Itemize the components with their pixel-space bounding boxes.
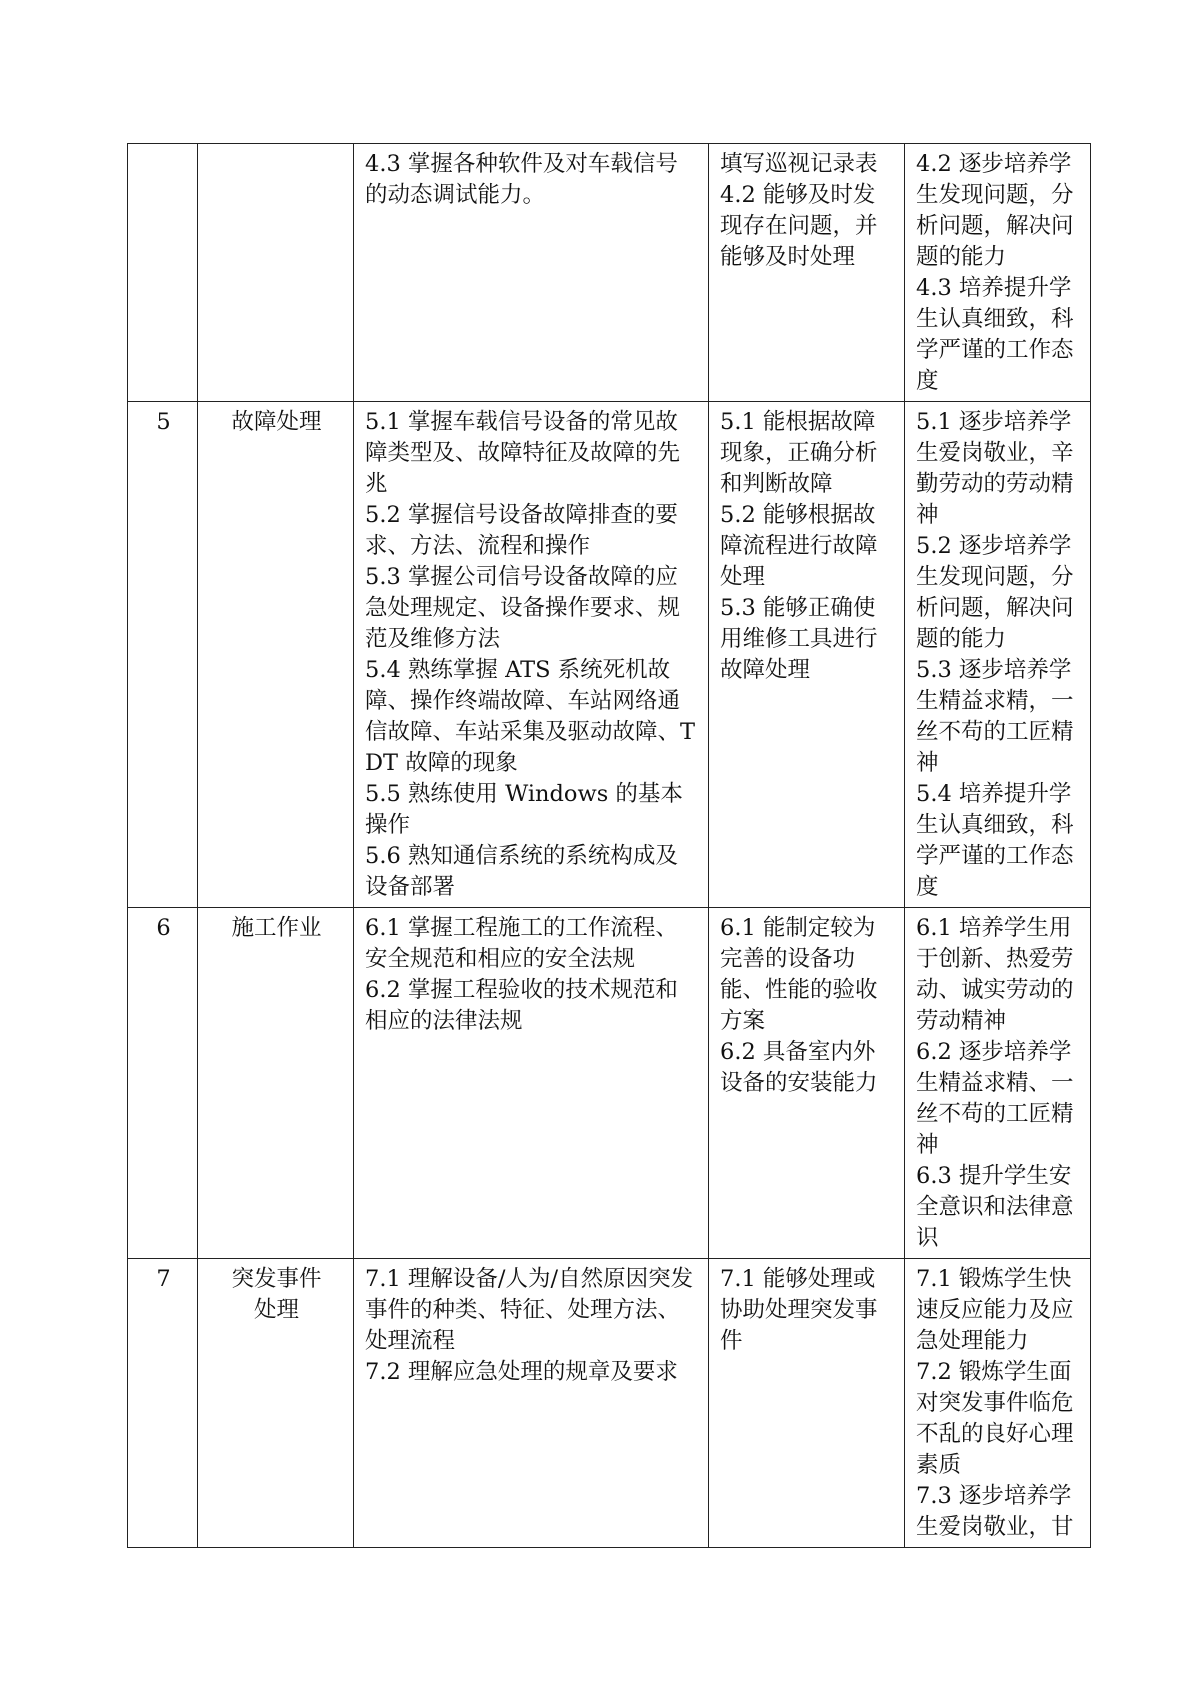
course-content-table — [127, 143, 1091, 1548]
knowledge-cell — [354, 1259, 709, 1548]
table-row — [128, 402, 1091, 908]
skills-line: 7.1 能够处理或协助处理突发事件 — [720, 1266, 878, 1354]
knowledge-line: 7.2 理解应急处理的规章及要求 — [365, 1359, 678, 1385]
quality-line: 4.3 培养提升学生认真细致，科学严谨的工作态度 — [916, 275, 1074, 394]
table-row — [128, 144, 1091, 402]
quality-cell — [905, 908, 1091, 1259]
skills-cell — [709, 1259, 905, 1548]
quality-line: 5.4 培养提升学生认真细致，科学严谨的工作态度 — [916, 781, 1074, 900]
work-item-line: 施工作业 — [231, 915, 322, 941]
quality-cell — [905, 1259, 1091, 1548]
skills-line: 5.1 能根据故障现象，正确分析和判断故障 — [720, 409, 878, 497]
quality-line: 7.1 锻炼学生快速反应能力及应急处理能力 — [916, 1266, 1074, 1354]
table-row — [128, 908, 1091, 1259]
quality-line: 7.2 锻炼学生面对突发事件临危不乱的良好心理素质 — [916, 1359, 1074, 1478]
knowledge-cell — [354, 144, 709, 402]
skills-line: 5.2 能够根据故障流程进行故障处理 — [720, 502, 878, 590]
quality-line: 4.2 逐步培养学生发现问题，分析问题，解决问题的能力 — [916, 151, 1074, 270]
skills-line: 6.2 具备室内外设备的安装能力 — [720, 1039, 878, 1096]
quality-line: 5.2 逐步培养学生发现问题，分析问题，解决问题的能力 — [916, 533, 1074, 652]
skills-line: 6.1 能制定较为完善的设备功能、性能的验收方案 — [720, 915, 878, 1034]
work-item-cell — [198, 1259, 354, 1548]
skills-line: 4.2 能够及时发现存在问题，并能够及时处理 — [720, 182, 878, 270]
work-item-cell — [198, 402, 354, 908]
knowledge-line: 6.2 掌握工程验收的技术规范和相应的法律法规 — [365, 977, 678, 1034]
quality-cell — [905, 144, 1091, 402]
knowledge-line: 5.3 掌握公司信号设备故障的应急处理规定、设备操作要求、规范及维修方法 — [365, 564, 681, 652]
skills-cell — [709, 144, 905, 402]
quality-line: 6.2 逐步培养学生精益求精、一丝不苟的工匠精神 — [916, 1039, 1074, 1158]
quality-line: 5.3 逐步培养学生精益求精，一丝不苟的工匠精神 — [916, 657, 1074, 776]
table-body — [128, 144, 1091, 1548]
skills-cell — [709, 908, 905, 1259]
quality-line: 7.3 逐步培养学生爱岗敬业，甘 — [916, 1483, 1074, 1540]
knowledge-line: 5.5 熟练使用 Windows 的基本操作 — [365, 781, 683, 838]
work-item-line: 处理 — [253, 1297, 299, 1323]
work-item-line: 故障处理 — [231, 409, 322, 435]
knowledge-line: 5.6 熟知通信系统的系统构成及设备部署 — [365, 843, 678, 900]
quality-line: 6.3 提升学生安全意识和法律意识 — [916, 1163, 1074, 1251]
row-number-cell: 7 — [128, 1259, 198, 1548]
skills-cell — [709, 402, 905, 908]
row-number-cell: 5 — [128, 402, 198, 908]
skills-line: 5.3 能够正确使用维修工具进行故障处理 — [720, 595, 878, 683]
quality-line: 6.1 培养学生用于创新、热爱劳动、诚实劳动的劳动精神 — [916, 915, 1074, 1034]
work-item-line: 突发事件 — [231, 1266, 322, 1292]
knowledge-line: 7.1 理解设备/人为/自然原因突发事件的种类、特征、处理方法、处理流程 — [365, 1266, 694, 1354]
skills-line: 填写巡视记录表 — [720, 151, 878, 177]
work-item-cell — [198, 908, 354, 1259]
work-item-cell — [198, 144, 354, 402]
knowledge-line: 5.4 熟练掌握 ATS 系统死机故障、操作终端故障、车站网络通信故障、车站采集及驱动故障、TDT 故障的现象 — [365, 657, 696, 776]
knowledge-cell — [354, 402, 709, 908]
knowledge-cell — [354, 908, 709, 1259]
quality-line: 5.1 逐步培养学生爱岗敬业，辛勤劳动的劳动精神 — [916, 409, 1074, 528]
table-row — [128, 1259, 1091, 1548]
row-number-cell — [128, 144, 198, 402]
knowledge-line: 6.1 掌握工程施工的工作流程、安全规范和相应的安全法规 — [365, 915, 678, 972]
quality-cell — [905, 402, 1091, 908]
knowledge-line: 5.1 掌握车载信号设备的常见故障类型及、故障特征及故障的先兆 — [365, 409, 681, 497]
knowledge-line: 5.2 掌握信号设备故障排查的要求、方法、流程和操作 — [365, 502, 678, 559]
knowledge-line: 4.3 掌握各种软件及对车载信号的动态调试能力。 — [365, 151, 678, 208]
row-number-cell: 6 — [128, 908, 198, 1259]
